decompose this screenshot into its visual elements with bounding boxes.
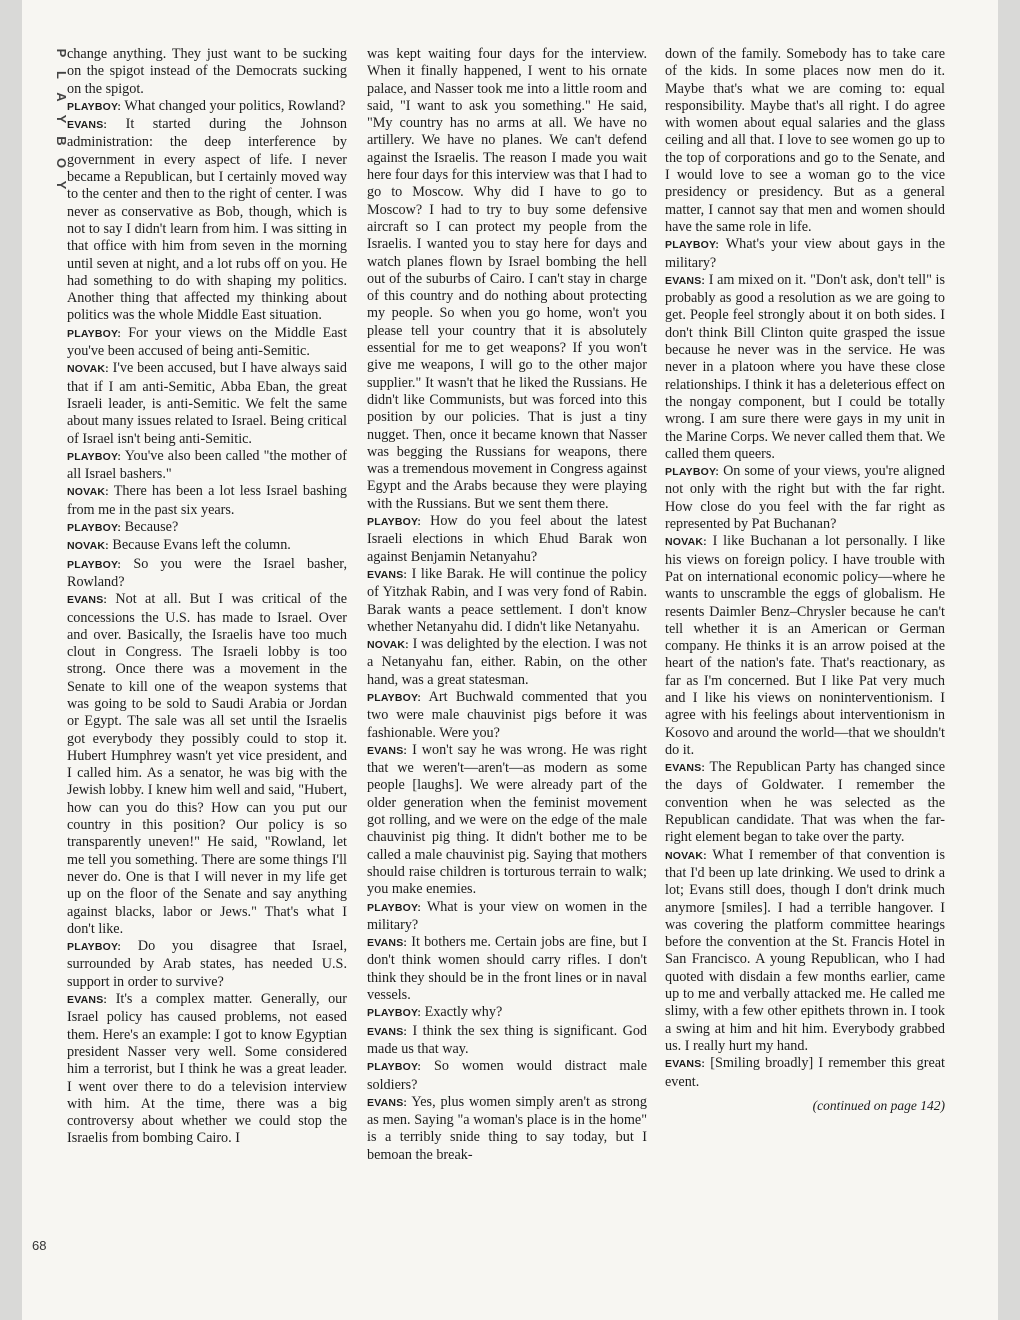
speaker-label: EVANS:	[67, 594, 108, 607]
paragraph-text: The Republican Party has changed since the days of Goldwater. I remember the convention when he was selected as the Republican candidate. That was when the far-right element began to take over the party.	[665, 759, 945, 846]
speaker-label: EVANS:	[367, 568, 408, 581]
paragraph-text: What's your view about gays in the military?	[665, 236, 946, 271]
interview-paragraph	[67, 98, 347, 116]
paragraph-text: Exactly why?	[424, 1004, 503, 1021]
speaker-label: PLAYBOY:	[67, 327, 122, 340]
paragraph-text: How do you feel about the latest Israeli elections in which Ehud Barak won against Benjamin Netanyahu?	[367, 513, 648, 565]
paragraph-text: Yes, plus women simply aren't as strong as men. Saying "a woman's place is in the home" is a terribly snide thing to say today, but I bemoan the break-	[367, 1093, 647, 1163]
speaker-label: EVANS:	[67, 119, 108, 132]
interview-paragraph	[67, 556, 347, 592]
speaker-label: PLAYBOY:	[67, 558, 122, 571]
page-number: 68	[32, 1238, 47, 1253]
speaker-label: EVANS:	[367, 744, 408, 757]
interview-paragraph	[67, 448, 347, 484]
speaker-label: PLAYBOY:	[67, 100, 122, 113]
paragraph-text: I've been accused, but I have always said that if I am anti-Semitic, Abba Eban, the great Israeli leader, is anti-Semitic. We felt the same about many issues related to Israel. Being critical of Israel isn't being anti-Semitic.	[67, 360, 347, 447]
paragraph-text: On some of your views, you're aligned not only with the right but with the far right. How close do you feel with the far right as represented by Pat Buchanan?	[665, 463, 945, 533]
interview-paragraph	[67, 46, 347, 98]
paragraph-text: There has been a lot less Israel bashing from me in the past six years.	[67, 483, 347, 518]
interview-paragraph	[367, 899, 647, 935]
interview-paragraph	[367, 513, 647, 566]
interview-paragraph	[665, 463, 945, 533]
paragraph-text: I like Buchanan a lot personally. I like his views on foreign policy. I have trouble with Pat on international economic policy—where he wants to unscramble the eggs of globalism. He resents Daimler Benz–Chrysler because he can't tell whether it is an American or German company. He thinks it is an arrow poised at the heart of the nation's fate. That's reactionary, as far as I'm concerned. But I like Pat very much and I like his views on noninterventionism. I agree with his feelings about interventionism in Kosovo and around the world—that we shouldn't do it.	[665, 533, 945, 758]
speaker-label: NOVAK:	[67, 486, 109, 499]
interview-paragraph	[67, 483, 347, 519]
interview-paragraph	[367, 46, 647, 513]
speaker-label: PLAYBOY:	[367, 691, 422, 704]
paragraph-text: What I remember of that convention is that I'd been up late drinking. We used to drink a lot; Evans still does, though I don't drink much anymore [smiles]. I had a terrible hangover. I was covering the platform committee hearings before the convention at the St. Francis Hotel in San Francisco. A young Republican, who I had quoted with disdain a few months earlier, came up to me and verbally attacked me. He called me slimy, with a few other epithets thrown in. I took a swing at him and hit him. Everybody grabbed us. I really hurt my hand.	[665, 846, 945, 1054]
speaker-label: PLAYBOY:	[67, 941, 122, 954]
text-column-1	[67, 46, 347, 1148]
speaker-label: PLAYBOY:	[367, 516, 422, 529]
paragraph-text: So women would distract male soldiers?	[367, 1058, 647, 1093]
speaker-label: NOVAK:	[67, 363, 109, 376]
speaker-label: NOVAK:	[367, 639, 409, 652]
speaker-label: EVANS:	[665, 1058, 706, 1071]
interview-paragraph	[367, 1023, 647, 1059]
masthead-letter: Y	[54, 114, 69, 124]
interview-paragraph	[67, 591, 347, 938]
paragraph-text: change anything. They just want to be sucking on the spigot instead of the Democrats sucking on the spigot.	[67, 46, 347, 97]
text-column-3	[665, 46, 945, 1114]
interview-paragraph	[665, 847, 945, 1056]
speaker-label: PLAYBOY:	[67, 450, 122, 463]
interview-paragraph	[67, 938, 347, 991]
paragraph-text: Do you disagree that Israel, surrounded by Arab states, has needed U.S. support in order to survive?	[67, 938, 347, 990]
interview-paragraph	[665, 759, 945, 846]
speaker-label: EVANS:	[67, 994, 108, 1007]
paragraph-text: I like Barak. He will continue the policy of Yitzhak Rabin, and I was very fond of Rabin. Barak wants a peace settlement. I don't know whether Netanyahu did. I didn't like Netanyahu.	[367, 565, 647, 635]
speaker-label: EVANS:	[367, 937, 408, 950]
interview-paragraph	[367, 1004, 647, 1022]
speaker-label: PLAYBOY:	[367, 901, 422, 914]
interview-paragraph	[367, 934, 647, 1004]
speaker-label: EVANS:	[665, 274, 706, 287]
masthead-letter: P	[54, 48, 69, 58]
paragraph-text: I was delighted by the election. I was not a Netanyahu fan, either. Rabin, on the other hand, was a great statesman.	[367, 636, 647, 688]
interview-paragraph	[367, 1094, 647, 1164]
speaker-label: EVANS:	[367, 1025, 408, 1038]
interview-paragraph	[367, 742, 647, 899]
interview-paragraph	[367, 689, 647, 742]
masthead-letter: Y	[54, 180, 69, 190]
interview-paragraph	[67, 325, 347, 361]
paragraph-text: What is your view on women in the military?	[367, 898, 647, 933]
speaker-label: PLAYBOY:	[67, 522, 122, 535]
interview-paragraph	[665, 1055, 945, 1091]
paragraph-text: I am mixed on it. "Don't ask, don't tell" is probably as good a resolution as we are going to get. People feel strongly about it on both sides. I don't think Bill Clinton quite grasped the issue because he never was in the service. He was never in a platoon where you have these close relationships. I think it has a deleterious effect on the nongay component, but I could be totally wrong. I am sure there were gays in my unit in the Marine Corps. We never called them that. We called them queers.	[665, 271, 946, 462]
paragraph-text: Because?	[124, 519, 179, 536]
paragraph-text: For your views on the Middle East you've been accused of being anti-Semitic.	[67, 324, 348, 360]
interview-paragraph	[67, 991, 347, 1148]
interview-paragraph	[665, 236, 945, 272]
speaker-label: PLAYBOY:	[665, 239, 720, 252]
magazine-page	[22, 0, 998, 1320]
masthead-letter: O	[54, 157, 69, 169]
paragraph-text: It's a complex matter. Generally, our Israel policy has caused problems, not eased them. Here's an example: I got to know Egyptian president Nasser very well. Some considered him a terrorist, but I think he was a great leader. I went over there to do a television interview with him. At the time, there was a big controversy about whether we could stop the Israelis from bombing Cairo. I	[67, 991, 347, 1147]
paragraph-text: was kept waiting four days for the interview. When it finally happened, I went to his ornate palace, and Nasser took me into a little room and said, "I want to ask you something." He said, "My country has no arms at all. We have no artillery. We have no planes. We can't defend against the Israelis. The reason I made you wait here four days for this interview was that I had to go to Moscow. Why did I have to go to Moscow? I had to try to buy some defensive aircraft so I can protect my people from the Israelis. I wanted you to stay here for days and watch planes flown by Israel bombing the hell out of the suburbs of Cairo. I can't stay in charge of this country and do nothing about protecting my people. So when you go home, won't you please tell your country that it is absolutely essential for me to get weapons? If you won't give me weapons, I will go to the other major supplier." It wasn't that he liked the Russians. He didn't like Communists, but was forced into this position by our policies. That is just a tiny nugget. Then, once it became known that Nasser was begging the Russians for weapons, there was a tremendous movement in Congress against Egypt and the Arabs because they were playing with the Russians. But we sent them there.	[367, 46, 647, 512]
interview-paragraph	[665, 272, 945, 463]
speaker-label: PLAYBOY:	[665, 466, 720, 479]
paragraph-text: Art Buchwald commented that you two were male chauvinist pigs before it was fashionable. Were you?	[367, 688, 647, 741]
speaker-label: NOVAK:	[665, 536, 707, 549]
speaker-label: EVANS:	[367, 1096, 408, 1109]
paragraph-text: It bothers me. Certain jobs are fine, but I don't think women should carry rifles. I don't think they should be in the front lines or in naval vessels.	[367, 934, 647, 1004]
masthead-letter: A	[54, 92, 69, 102]
interview-paragraph	[367, 636, 647, 689]
paragraph-text: I won't say he was wrong. He was right that we weren't—aren't—as modern as some people [laughs]. We were already part of the older generation when the feminist movement got rolling, and we were on the edge of the male chauvinist pig thing. It didn't bother me to be called a male chauvinist pig. Saying that mothers should raise children is torturous terrain to walk; you make enemies.	[367, 741, 647, 898]
masthead-letter: B	[54, 136, 69, 146]
interview-paragraph	[367, 566, 647, 636]
paragraph-text: Not at all. But I was critical of the concessions the U.S. has made to Israel. Over and over. Basically, the Israelis have too much clout in Congress. The Israeli lobby is too strong. Once there was a movement in the Senate to kill one of the weapon systems that was going to be sold to Saudi Arabia or Jordan or Egypt. The sale was all set until the Israelis got everybody they possibly could to stop it. Hubert Humphrey wasn't yet vice president, and I called him. As a senator, he was big with the Jewish lobby. I knew him well and said, "Hubert, how can you do this? How can you put our country in this position? Our policy is so transparently uneven!" He said, "Rowland, let me tell you something. There are some things I'll never do. One is that I will never in my life get up on the floor of the Senate and say anything against blacks, labor or Jews." That's what I don't like.	[67, 591, 348, 937]
interview-paragraph	[67, 360, 347, 447]
interview-paragraph	[67, 116, 347, 325]
paragraph-text: Because Evans left the column.	[112, 537, 291, 554]
paragraph-text: So you were the Israel basher, Rowland?	[67, 555, 347, 590]
paragraph-text: You've also been called "the mother of all Israel bashers."	[67, 447, 347, 483]
speaker-label: NOVAK:	[665, 849, 707, 862]
masthead-letter: L	[54, 71, 69, 79]
speaker-label: PLAYBOY:	[367, 1061, 422, 1074]
speaker-label: EVANS:	[665, 762, 706, 775]
speaker-label: NOVAK:	[67, 540, 109, 553]
paragraph-text: I think the sex thing is significant. God made us that way.	[367, 1022, 648, 1057]
continued-note: (continued on page 142)	[812, 1097, 945, 1113]
interview-paragraph	[665, 46, 945, 236]
paragraph-text: down of the family. Somebody has to take care of the kids. In some places now men do it. Maybe that's what we are coming to: equal responsibility. Maybe that's all right. I do agree with women about equal salaries and the glass ceiling and all that. I love to see women go up to the top of corporations and go to the Senate, and I would love to see a woman go to the vice presidency or presidency. But as a general matter, I cannot say that men and women should have the same role in life.	[665, 46, 945, 235]
interview-paragraph	[67, 537, 347, 555]
speaker-label: PLAYBOY:	[367, 1007, 422, 1020]
interview-paragraph	[67, 519, 347, 537]
paragraph-text: [Smiling broadly] I remember this great event.	[665, 1055, 946, 1090]
interview-paragraph	[367, 1058, 647, 1094]
interview-paragraph	[665, 533, 945, 759]
paragraph-text: What changed your politics, Rowland?	[124, 97, 346, 114]
text-column-2	[367, 46, 647, 1164]
paragraph-text: It started during the Johnson administration: the deep interference by government in every aspect of life. I never became a Republican, but I certainly moved way to the center and then to the right of center. I was never as conservative as Bob, though, which is not to say I didn't learn from him. I was sitting in that office with him from seven in the morning until seven at night, and a lot rubs off on you. He had something to do with shaping my politics. Another thing that affected my thinking about politics was the whole Middle East situation.	[67, 116, 348, 324]
